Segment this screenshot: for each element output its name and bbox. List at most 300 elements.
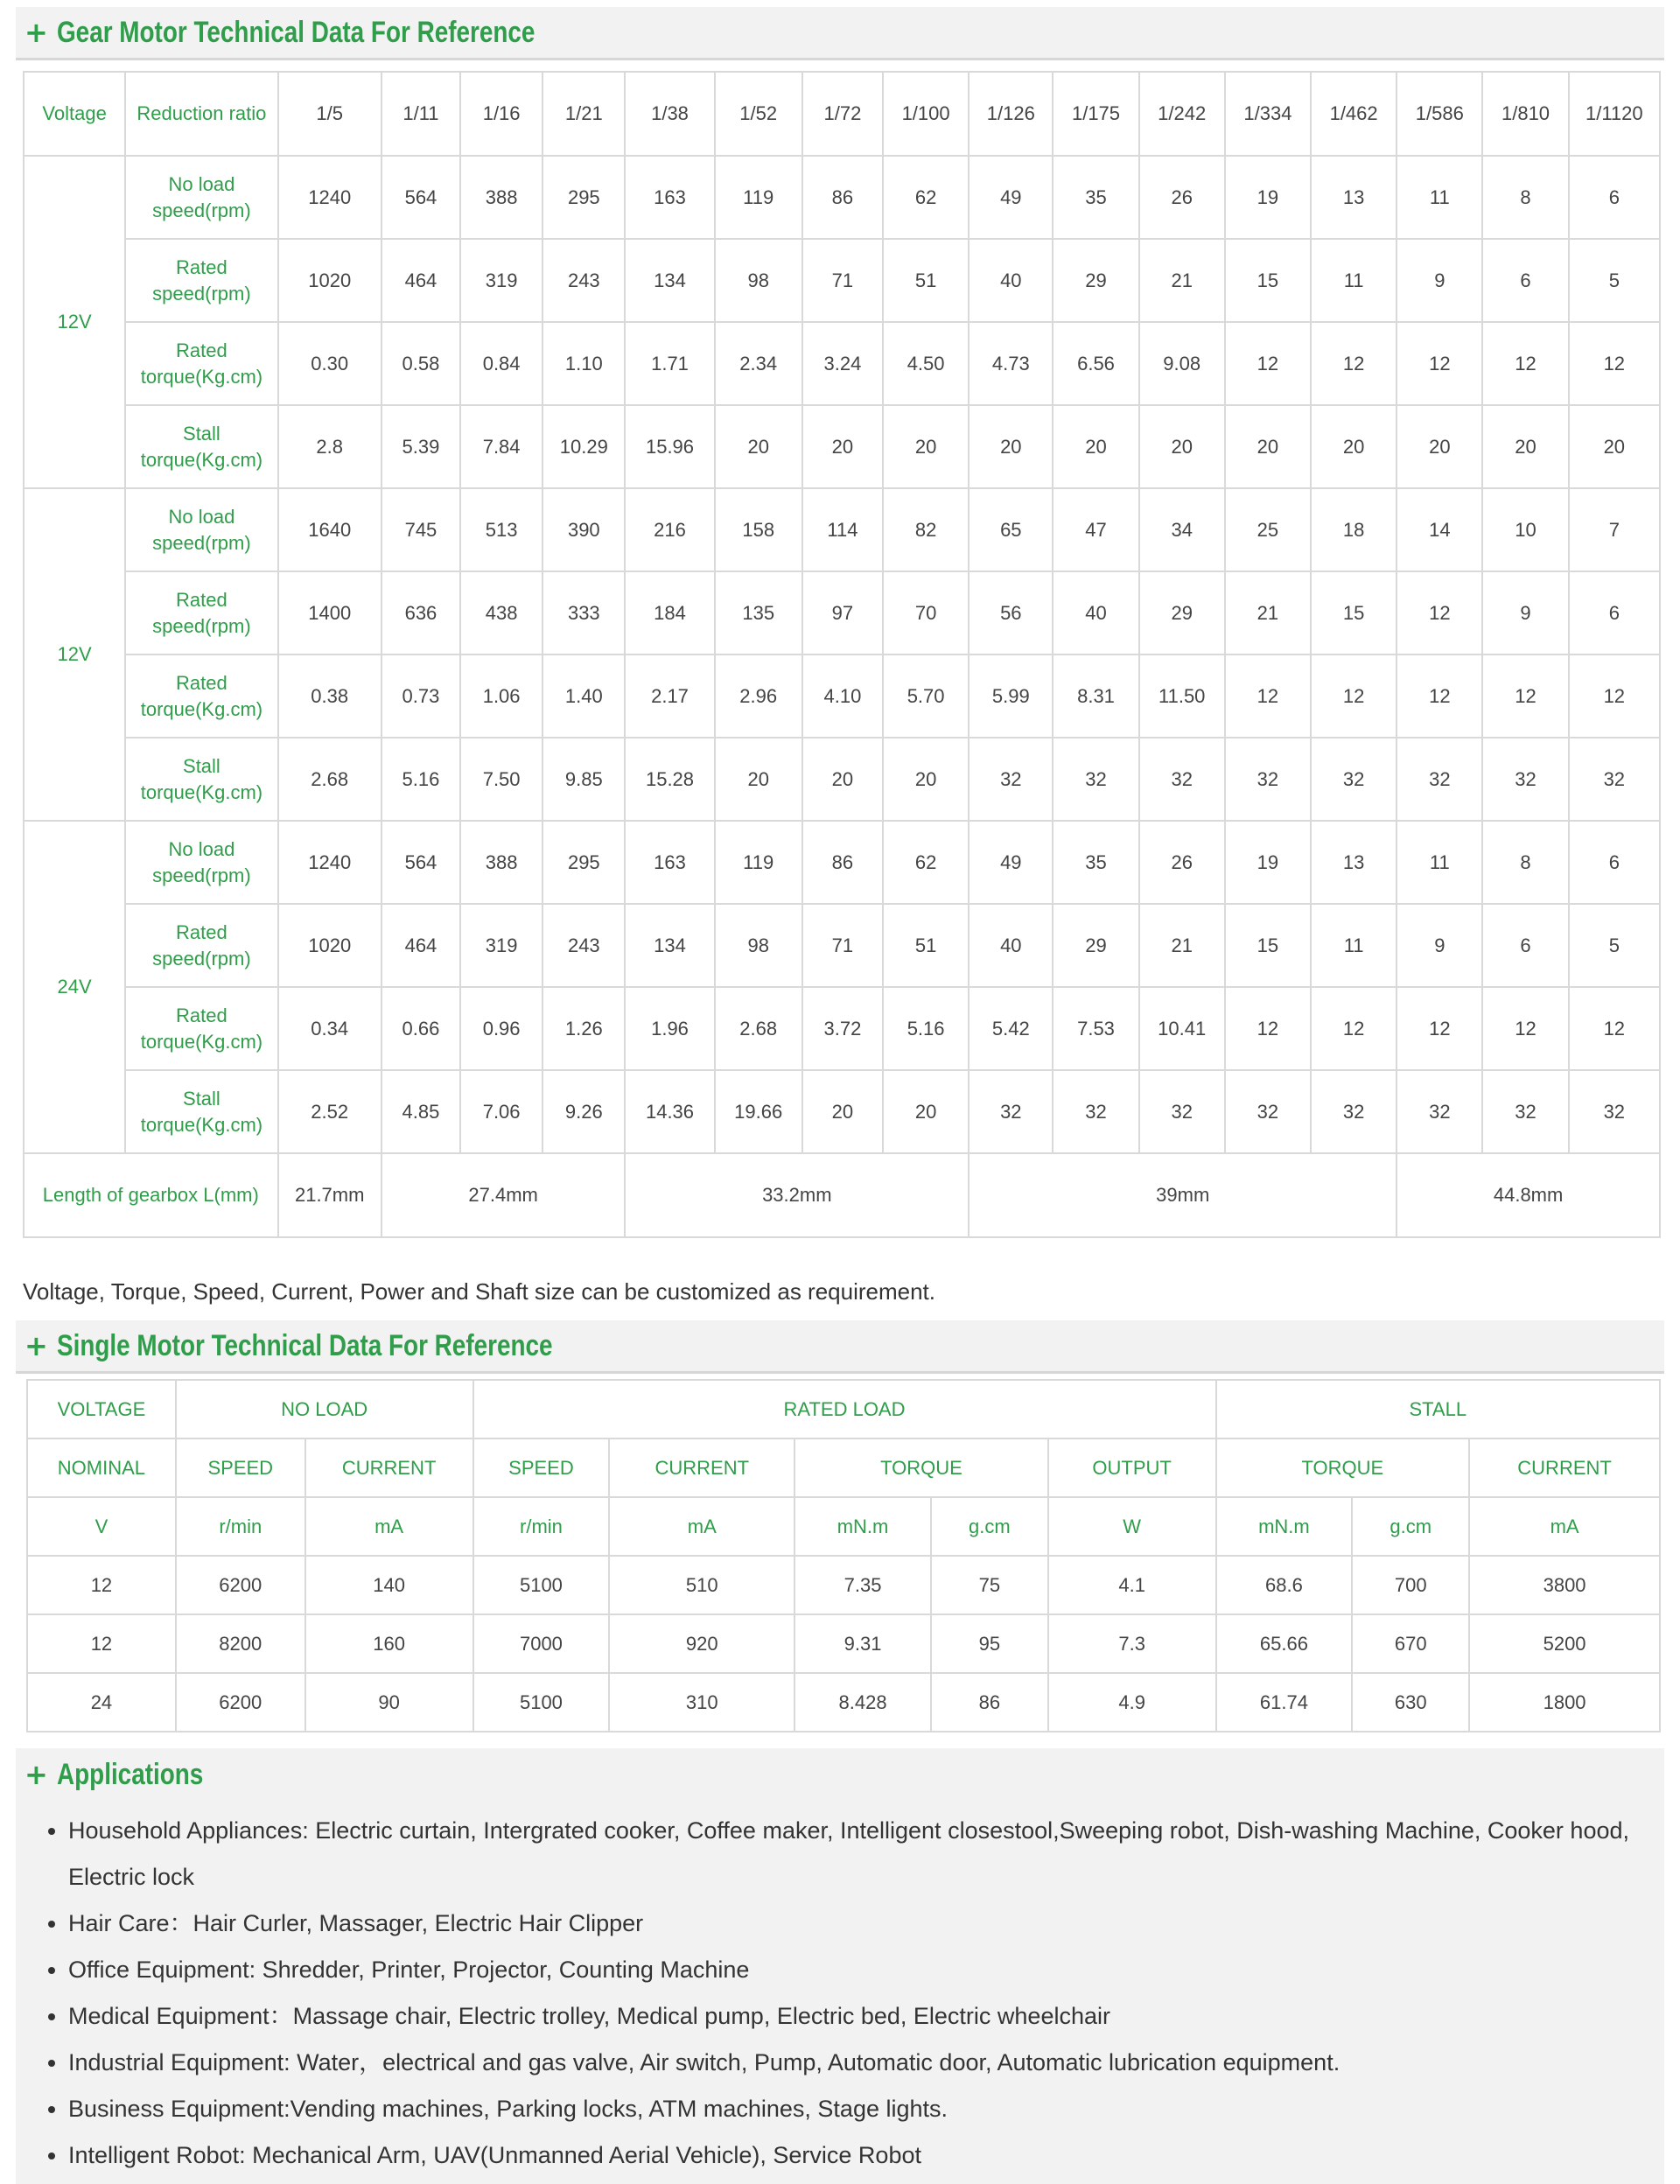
value-cell: 114 [802, 488, 883, 571]
row-label: Rated torque(Kg.cm) [125, 987, 277, 1070]
value-cell: 62 [883, 821, 969, 904]
value-cell: 32 [1569, 738, 1660, 821]
value-cell: 32 [1482, 1070, 1568, 1153]
value-cell: 1.71 [625, 322, 714, 405]
column-header: OUTPUT [1048, 1438, 1216, 1497]
ratio-header-cell: 1/334 [1225, 72, 1311, 156]
value-cell: 32 [1225, 738, 1311, 821]
value-cell: 7 [1569, 488, 1660, 571]
unit-cell: mN.m [794, 1497, 931, 1556]
value-cell: 12 [1396, 987, 1482, 1070]
table-header-row [27, 1380, 1660, 1438]
unit-cell: W [1048, 1497, 1216, 1556]
value-cell: 0.96 [460, 987, 542, 1070]
value-cell: 5.42 [969, 987, 1053, 1070]
table-row [24, 821, 1660, 904]
value-cell: 2.17 [625, 654, 714, 738]
application-item: • Hair Care：Hair Curler, Massager, Electric Hair Clipper [68, 1900, 1647, 1947]
value-cell: 564 [382, 156, 460, 239]
table-header-row [27, 1438, 1660, 1497]
gear-motor-table [23, 71, 1661, 1238]
length-cell: 27.4mm [382, 1153, 626, 1237]
value-cell: 20 [883, 405, 969, 488]
value-cell: 20 [715, 738, 802, 821]
value-cell: 12 [1482, 322, 1568, 405]
value-cell: 9.85 [542, 738, 625, 821]
value-cell: 10.41 [1139, 987, 1225, 1070]
column-header: SPEED [176, 1438, 305, 1497]
value-cell: 12 [1225, 987, 1311, 1070]
value-cell: 3.72 [802, 987, 883, 1070]
value-cell: 35 [1053, 821, 1138, 904]
single-motor-table [26, 1379, 1661, 1732]
length-cell: 33.2mm [625, 1153, 969, 1237]
table-row [24, 1070, 1660, 1153]
value-cell: 9 [1482, 571, 1568, 654]
value-cell: 140 [305, 1556, 473, 1614]
value-cell: 32 [1311, 1070, 1396, 1153]
value-cell: 0.38 [278, 654, 382, 738]
units-row [27, 1497, 1660, 1556]
column-header: CURRENT [1469, 1438, 1660, 1497]
application-item: • Office Equipment: Shredder, Printer, Projector, Counting Machine [68, 1947, 1647, 1993]
value-cell: 12 [1396, 571, 1482, 654]
value-cell: 65.66 [1216, 1614, 1353, 1673]
unit-cell: mA [1469, 1497, 1660, 1556]
value-cell: 32 [1396, 1070, 1482, 1153]
value-cell: 5100 [473, 1556, 610, 1614]
value-cell: 20 [1569, 405, 1660, 488]
value-cell: 71 [802, 239, 883, 322]
value-cell: 75 [931, 1556, 1048, 1614]
value-cell: 11 [1311, 239, 1396, 322]
value-cell: 0.58 [382, 322, 460, 405]
value-cell: 6200 [176, 1556, 305, 1614]
value-cell: 243 [542, 904, 625, 987]
value-cell: 70 [883, 571, 969, 654]
ratio-header-cell: 1/242 [1139, 72, 1225, 156]
value-cell: 134 [625, 239, 714, 322]
value-cell: 26 [1139, 156, 1225, 239]
group-header: VOLTAGE [27, 1380, 176, 1438]
value-cell: 8 [1482, 821, 1568, 904]
value-cell: 34 [1139, 488, 1225, 571]
value-cell: 20 [1396, 405, 1482, 488]
value-cell: 7.50 [460, 738, 542, 821]
table-row [24, 738, 1660, 821]
value-cell: 13 [1311, 156, 1396, 239]
table-row [24, 405, 1660, 488]
table-row [24, 987, 1660, 1070]
value-cell: 6 [1482, 904, 1568, 987]
plus-icon: + [24, 1329, 48, 1362]
row-label: Rated speed(rpm) [125, 571, 277, 654]
applications-list [16, 1801, 1664, 2184]
value-cell: 464 [382, 904, 460, 987]
value-cell: 1240 [278, 156, 382, 239]
value-cell: 40 [969, 904, 1053, 987]
value-cell: 20 [715, 405, 802, 488]
length-cell: 21.7mm [278, 1153, 382, 1237]
value-cell: 564 [382, 821, 460, 904]
ratio-header-cell: 1/126 [969, 72, 1053, 156]
value-cell: 4.85 [382, 1070, 460, 1153]
value-cell: 20 [802, 1070, 883, 1153]
value-cell: 5200 [1469, 1614, 1660, 1673]
unit-cell: g.cm [1352, 1497, 1469, 1556]
gear-section-title: Gear Motor Technical Data For Reference [56, 15, 536, 49]
unit-cell: r/min [473, 1497, 610, 1556]
table-row [24, 488, 1660, 571]
value-cell: 513 [460, 488, 542, 571]
value-cell: 98 [715, 239, 802, 322]
ratio-header-cell: 1/100 [883, 72, 969, 156]
value-cell: 32 [1139, 738, 1225, 821]
value-cell: 61.74 [1216, 1673, 1353, 1732]
value-cell: 21 [1139, 904, 1225, 987]
value-cell: 745 [382, 488, 460, 571]
value-cell: 13 [1311, 821, 1396, 904]
value-cell: 14 [1396, 488, 1482, 571]
table-row [24, 904, 1660, 987]
value-cell: 1020 [278, 904, 382, 987]
voltage-cell: 12V [24, 156, 125, 488]
value-cell: 68.6 [1216, 1556, 1353, 1614]
value-cell: 5100 [473, 1673, 610, 1732]
voltage-cell: 24V [24, 821, 125, 1153]
value-cell: 15 [1311, 571, 1396, 654]
value-cell: 2.68 [715, 987, 802, 1070]
ratio-header-cell: 1/462 [1311, 72, 1396, 156]
value-cell: 3800 [1469, 1556, 1660, 1614]
value-cell: 700 [1352, 1556, 1469, 1614]
value-cell: 90 [305, 1673, 473, 1732]
value-cell: 11.50 [1139, 654, 1225, 738]
value-cell: 32 [969, 1070, 1053, 1153]
value-cell: 19.66 [715, 1070, 802, 1153]
unit-cell: g.cm [931, 1497, 1048, 1556]
value-cell: 1.40 [542, 654, 625, 738]
value-cell: 86 [802, 821, 883, 904]
value-cell: 1640 [278, 488, 382, 571]
value-cell: 21 [1139, 239, 1225, 322]
value-cell: 6 [1482, 239, 1568, 322]
value-cell: 5.39 [382, 405, 460, 488]
value-cell: 20 [1311, 405, 1396, 488]
unit-cell: V [27, 1497, 176, 1556]
value-cell: 6 [1569, 156, 1660, 239]
row-label: No load speed(rpm) [125, 488, 277, 571]
value-cell: 7.84 [460, 405, 542, 488]
value-cell: 319 [460, 904, 542, 987]
value-cell: 920 [609, 1614, 794, 1673]
value-cell: 19 [1225, 821, 1311, 904]
ratio-header-cell: 1/175 [1053, 72, 1138, 156]
value-cell: 8.428 [794, 1673, 931, 1732]
table-row [24, 654, 1660, 738]
value-cell: 20 [802, 405, 883, 488]
value-cell: 184 [625, 571, 714, 654]
value-cell: 158 [715, 488, 802, 571]
value-cell: 9.31 [794, 1614, 931, 1673]
row-label: No load speed(rpm) [125, 156, 277, 239]
gearbox-length-row [24, 1153, 1660, 1237]
column-header: TORQUE [1216, 1438, 1470, 1497]
table-row [27, 1673, 1660, 1732]
value-cell: 119 [715, 821, 802, 904]
value-cell: 32 [1569, 1070, 1660, 1153]
row-label: Rated speed(rpm) [125, 904, 277, 987]
value-cell: 7.53 [1053, 987, 1138, 1070]
value-cell: 12 [1482, 987, 1568, 1070]
value-cell: 7000 [473, 1614, 610, 1673]
value-cell: 49 [969, 156, 1053, 239]
value-cell: 388 [460, 821, 542, 904]
value-cell: 160 [305, 1614, 473, 1673]
unit-cell: mN.m [1216, 1497, 1353, 1556]
value-cell: 18 [1311, 488, 1396, 571]
value-cell: 12 [1311, 987, 1396, 1070]
value-cell: 0.34 [278, 987, 382, 1070]
value-cell: 56 [969, 571, 1053, 654]
value-cell: 1400 [278, 571, 382, 654]
value-cell: 12 [1482, 654, 1568, 738]
value-cell: 7.06 [460, 1070, 542, 1153]
ratio-header-cell: 1/38 [625, 72, 714, 156]
apps-section-header [16, 1748, 1664, 1801]
value-cell: 98 [715, 904, 802, 987]
ratio-header-cell: 1/810 [1482, 72, 1568, 156]
value-cell: 21 [1225, 571, 1311, 654]
value-cell: 97 [802, 571, 883, 654]
table-row [27, 1614, 1660, 1673]
value-cell: 636 [382, 571, 460, 654]
value-cell: 14.36 [625, 1070, 714, 1153]
value-cell: 82 [883, 488, 969, 571]
application-item: • Business Equipment:Vending machines, Parking locks, ATM machines, Stage lights. [68, 2086, 1647, 2132]
value-cell: 134 [625, 904, 714, 987]
value-cell: 6 [1569, 571, 1660, 654]
length-cell: 44.8mm [1396, 1153, 1660, 1237]
value-cell: 8.31 [1053, 654, 1138, 738]
value-cell: 388 [460, 156, 542, 239]
group-header: STALL [1216, 1380, 1660, 1438]
value-cell: 9.26 [542, 1070, 625, 1153]
value-cell: 4.73 [969, 322, 1053, 405]
value-cell: 95 [931, 1614, 1048, 1673]
application-item: • Household Appliances: Electric curtain, Intergrated cooker, Coffee maker, Intelligent closestool,Sweeping robot, Dish-washing Machine, Cooker hood, Electric lock [68, 1808, 1647, 1900]
value-cell: 15 [1225, 239, 1311, 322]
value-cell: 12 [27, 1614, 176, 1673]
value-cell: 2.68 [278, 738, 382, 821]
value-cell: 4.10 [802, 654, 883, 738]
ratio-header-cell: 1/586 [1396, 72, 1482, 156]
group-header: NO LOAD [176, 1380, 473, 1438]
value-cell: 29 [1053, 904, 1138, 987]
row-label: Stall torque(Kg.cm) [125, 405, 277, 488]
value-cell: 310 [609, 1673, 794, 1732]
table-row [24, 322, 1660, 405]
value-cell: 11 [1396, 821, 1482, 904]
column-header: TORQUE [794, 1438, 1048, 1497]
value-cell: 20 [883, 1070, 969, 1153]
value-cell: 12 [27, 1556, 176, 1614]
value-cell: 15 [1225, 904, 1311, 987]
value-cell: 7.3 [1048, 1614, 1216, 1673]
column-header: CURRENT [305, 1438, 473, 1497]
length-cell: 39mm [969, 1153, 1396, 1237]
value-cell: 1020 [278, 239, 382, 322]
voltage-header: Voltage [24, 72, 125, 156]
plus-icon: + [24, 1758, 48, 1791]
ratio-header: Reduction ratio [125, 72, 277, 156]
value-cell: 464 [382, 239, 460, 322]
value-cell: 32 [1225, 1070, 1311, 1153]
table-row [24, 571, 1660, 654]
value-cell: 163 [625, 156, 714, 239]
value-cell: 6.56 [1053, 322, 1138, 405]
value-cell: 15.96 [625, 405, 714, 488]
value-cell: 1240 [278, 821, 382, 904]
value-cell: 243 [542, 239, 625, 322]
ratio-header-cell: 1/52 [715, 72, 802, 156]
value-cell: 12 [1569, 654, 1660, 738]
value-cell: 20 [883, 738, 969, 821]
value-cell: 510 [609, 1556, 794, 1614]
application-item: • Industrial Equipment: Water，electrical and gas valve, Air switch, Pump, Automatic door, Automatic lubrication equipment. [68, 2040, 1647, 2086]
value-cell: 0.66 [382, 987, 460, 1070]
value-cell: 19 [1225, 156, 1311, 239]
value-cell: 163 [625, 821, 714, 904]
value-cell: 0.84 [460, 322, 542, 405]
value-cell: 1.10 [542, 322, 625, 405]
value-cell: 9.08 [1139, 322, 1225, 405]
value-cell: 295 [542, 821, 625, 904]
value-cell: 10 [1482, 488, 1568, 571]
value-cell: 12 [1311, 322, 1396, 405]
customization-note: Voltage, Torque, Speed, Current, Power and Shaft size can be customized as requirement. [23, 1278, 936, 1305]
table-row [24, 239, 1660, 322]
value-cell: 2.96 [715, 654, 802, 738]
value-cell: 20 [1482, 405, 1568, 488]
value-cell: 20 [1225, 405, 1311, 488]
value-cell: 20 [969, 405, 1053, 488]
table-header-row [24, 72, 1660, 156]
value-cell: 12 [1225, 322, 1311, 405]
value-cell: 29 [1139, 571, 1225, 654]
value-cell: 135 [715, 571, 802, 654]
value-cell: 2.8 [278, 405, 382, 488]
value-cell: 12 [1225, 654, 1311, 738]
value-cell: 51 [883, 239, 969, 322]
value-cell: 0.73 [382, 654, 460, 738]
value-cell: 12 [1569, 322, 1660, 405]
value-cell: 20 [802, 738, 883, 821]
row-label: Rated torque(Kg.cm) [125, 322, 277, 405]
value-cell: 2.34 [715, 322, 802, 405]
value-cell: 1.26 [542, 987, 625, 1070]
column-header: NOMINAL [27, 1438, 176, 1497]
value-cell: 9 [1396, 239, 1482, 322]
ratio-header-cell: 1/5 [278, 72, 382, 156]
group-header: RATED LOAD [473, 1380, 1216, 1438]
value-cell: 32 [1311, 738, 1396, 821]
value-cell: 1800 [1469, 1673, 1660, 1732]
ratio-header-cell: 1/1120 [1569, 72, 1660, 156]
value-cell: 438 [460, 571, 542, 654]
row-label: Rated speed(rpm) [125, 239, 277, 322]
value-cell: 12 [1396, 322, 1482, 405]
value-cell: 5 [1569, 239, 1660, 322]
application-item: • Intelligent Robot: Mechanical Arm, UAV(Unmanned Aerial Vehicle), Service Robot [68, 2132, 1647, 2179]
value-cell: 40 [1053, 571, 1138, 654]
row-label: Rated torque(Kg.cm) [125, 654, 277, 738]
ratio-header-cell: 1/11 [382, 72, 460, 156]
value-cell: 20 [1053, 405, 1138, 488]
single-section-title: Single Motor Technical Data For Reference [56, 1328, 553, 1362]
value-cell: 24 [27, 1673, 176, 1732]
value-cell: 51 [883, 904, 969, 987]
value-cell: 32 [1053, 1070, 1138, 1153]
single-section-header [16, 1320, 1664, 1374]
value-cell: 20 [1139, 405, 1225, 488]
value-cell: 11 [1311, 904, 1396, 987]
column-header: CURRENT [609, 1438, 794, 1497]
plus-icon: + [24, 16, 48, 49]
column-header: SPEED [473, 1438, 610, 1497]
value-cell: 12 [1311, 654, 1396, 738]
value-cell: 670 [1352, 1614, 1469, 1673]
table-row [27, 1556, 1660, 1614]
value-cell: 32 [1139, 1070, 1225, 1153]
value-cell: 1.96 [625, 987, 714, 1070]
value-cell: 7.35 [794, 1556, 931, 1614]
value-cell: 5.70 [883, 654, 969, 738]
value-cell: 86 [931, 1673, 1048, 1732]
value-cell: 71 [802, 904, 883, 987]
value-cell: 25 [1225, 488, 1311, 571]
ratio-header-cell: 1/72 [802, 72, 883, 156]
value-cell: 86 [802, 156, 883, 239]
value-cell: 32 [1482, 738, 1568, 821]
value-cell: 1.06 [460, 654, 542, 738]
value-cell: 119 [715, 156, 802, 239]
value-cell: 3.24 [802, 322, 883, 405]
value-cell: 5.16 [883, 987, 969, 1070]
voltage-cell: 12V [24, 488, 125, 821]
value-cell: 62 [883, 156, 969, 239]
value-cell: 32 [969, 738, 1053, 821]
value-cell: 319 [460, 239, 542, 322]
value-cell: 4.1 [1048, 1556, 1216, 1614]
value-cell: 8 [1482, 156, 1568, 239]
value-cell: 47 [1053, 488, 1138, 571]
row-label: Stall torque(Kg.cm) [125, 1070, 277, 1153]
row-label: No load speed(rpm) [125, 821, 277, 904]
value-cell: 49 [969, 821, 1053, 904]
value-cell: 11 [1396, 156, 1482, 239]
apps-section-title: Applications [56, 1757, 204, 1791]
value-cell: 26 [1139, 821, 1225, 904]
value-cell: 29 [1053, 239, 1138, 322]
value-cell: 65 [969, 488, 1053, 571]
row-label: Stall torque(Kg.cm) [125, 738, 277, 821]
value-cell: 390 [542, 488, 625, 571]
value-cell: 6 [1569, 821, 1660, 904]
value-cell: 5 [1569, 904, 1660, 987]
unit-cell: r/min [176, 1497, 305, 1556]
value-cell: 5.16 [382, 738, 460, 821]
